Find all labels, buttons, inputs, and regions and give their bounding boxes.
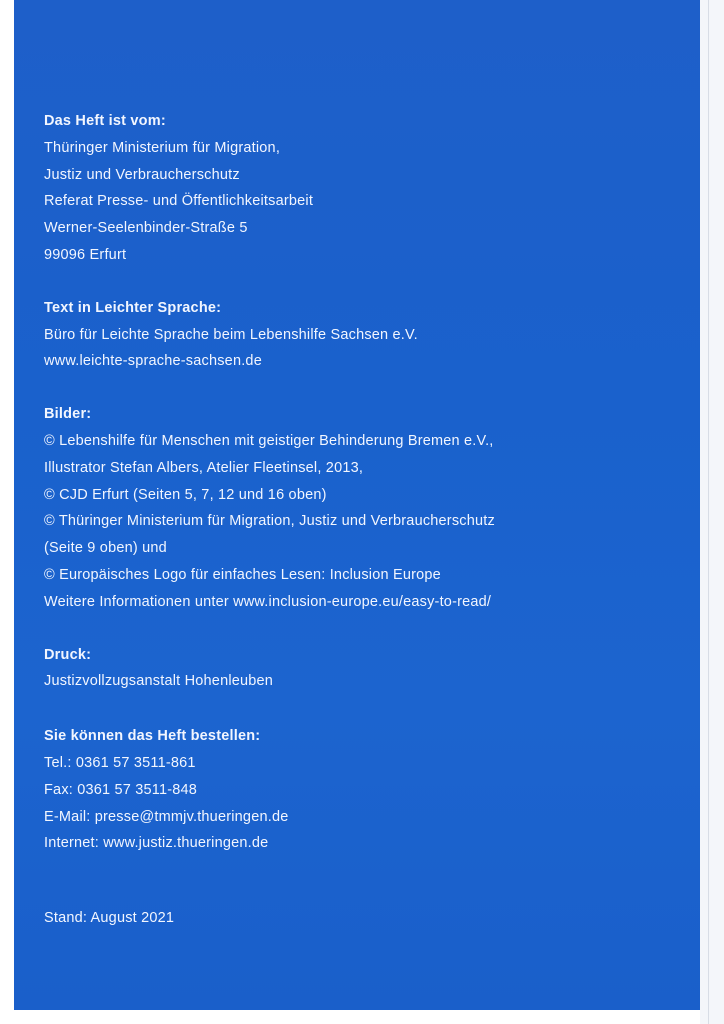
order-fax: Fax: 0361 57 3511-848 [44,781,198,798]
images-credit-line: © Lebenshilfe für Menschen mit geistiger Behinderung Bremen e.V., [44,432,494,449]
images-credit-line: (Seite 9 oben) und [44,540,167,557]
images-section [44,401,495,615]
print-heading: Druck: [44,646,92,663]
publisher-line: 99096 Erfurt [44,246,127,263]
scan-edge [700,0,724,1024]
publisher-line: Werner-Seelenbinder-Straße 5 [44,220,248,237]
publisher-heading: Das Heft ist vom: [44,113,166,129]
publisher-line: Justiz und Verbraucherschutz [44,166,240,183]
publisher-section [44,108,495,269]
images-credit-line: Illustrator Stefan Albers, Atelier Fleetinsel, 2013, [44,459,364,476]
scan-edge-line [708,0,709,1024]
images-credit-line: © CJD Erfurt (Seiten 5, 7, 12 und 16 oben) [44,486,327,503]
images-credit-line: © Europäisches Logo für einfaches Lesen: Inclusion Europe [44,566,441,583]
easy-language-line: Büro für Leichte Sprache beim Lebenshilfe Sachsen e.V. [44,326,418,343]
stand-date: Stand: August 2021 [44,910,175,927]
print-line: Justizvollzugsanstalt Hohenleuben [44,673,274,690]
order-email[interactable]: E-Mail: presse@tmmjv.thueringen.de [44,808,289,825]
easy-language-heading: Text in Leichter Sprache: [44,299,222,316]
imprint-content [44,108,495,932]
print-section [44,642,495,696]
images-heading: Bilder: [44,406,92,423]
publisher-line: Thüringer Ministerium für Migration, [44,139,281,156]
publisher-line: Referat Presse- und Öffentlichkeitsarbeit [44,193,314,210]
order-phone: Tel.: 0361 57 3511-861 [44,754,196,771]
order-heading: Sie können das Heft bestellen: [44,728,261,745]
order-section [44,723,495,857]
images-info-link[interactable]: Weitere Informationen unter www.inclusion-europe.eu/easy-to-read/ [44,593,492,610]
order-website[interactable]: Internet: www.justiz.thueringen.de [44,835,269,852]
easy-language-section [44,295,495,375]
easy-language-website[interactable]: www.leichte-sprache-sachsen.de [44,353,262,370]
images-credit-line: © Thüringer Ministerium für Migration, Justiz und Verbraucherschutz [44,513,495,530]
